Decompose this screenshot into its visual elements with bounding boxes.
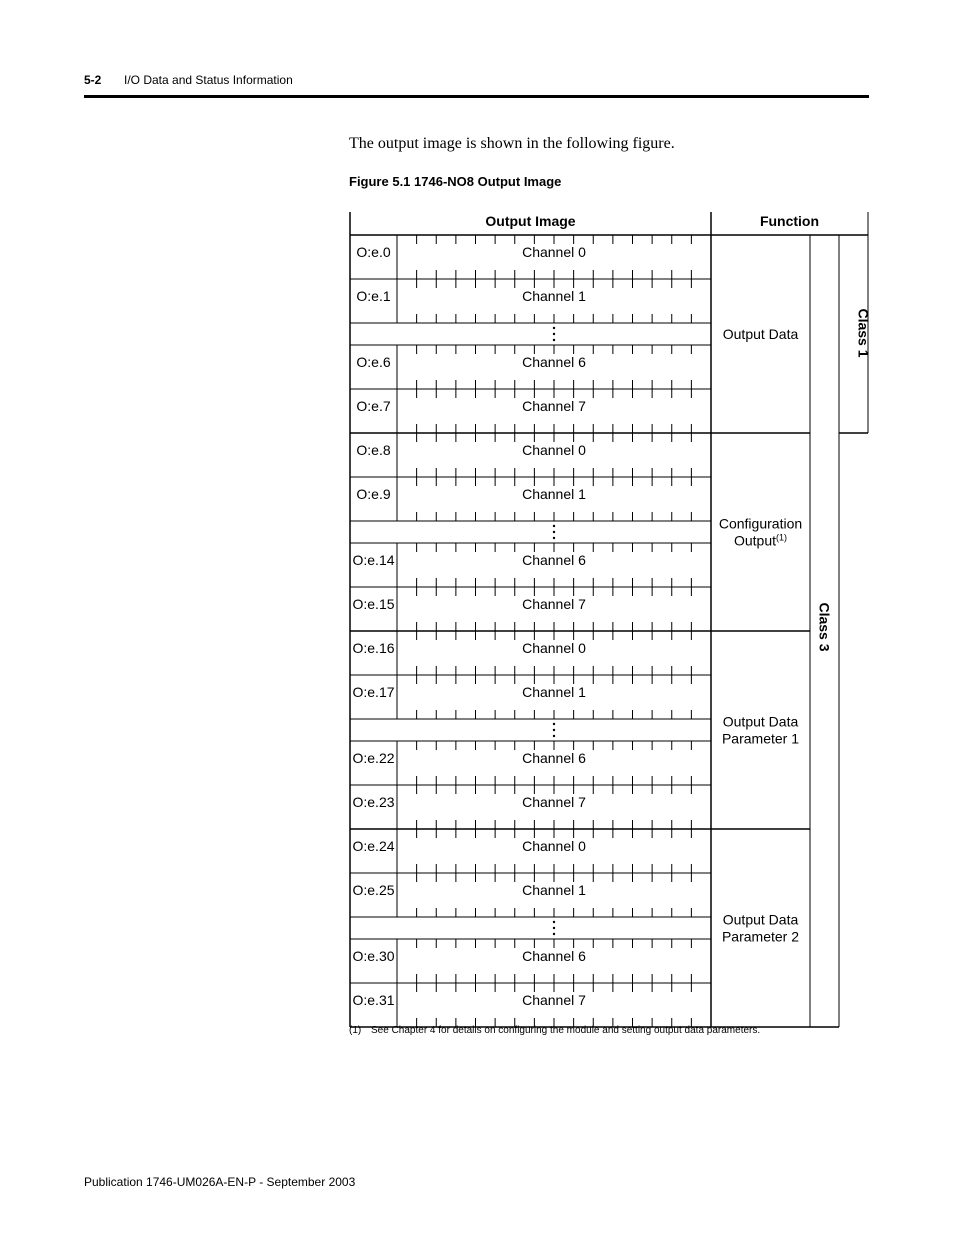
channel-label: Channel 7 <box>522 992 586 1008</box>
word-address-label: O:e.6 <box>356 354 391 370</box>
word-address-label: O:e.14 <box>352 552 395 568</box>
channel-label: Channel 0 <box>522 640 586 656</box>
function-label: Parameter 2 <box>721 928 800 945</box>
channel-label: Channel 6 <box>522 750 586 766</box>
word-address-label: O:e.31 <box>352 992 395 1008</box>
channel-label: Channel 6 <box>522 354 586 370</box>
function-header: Function <box>759 213 820 229</box>
ellipsis-dot <box>553 525 555 527</box>
channel-label: Channel 1 <box>522 882 586 898</box>
function-label: Output$^{(1)}$ <box>733 532 788 549</box>
ellipsis-dot <box>553 333 555 335</box>
channel-label: Channel 0 <box>522 838 586 854</box>
channel-label: Channel 6 <box>522 552 586 568</box>
ellipsis-dot <box>553 927 555 929</box>
ellipsis-dot <box>553 531 555 533</box>
ellipsis-dot <box>553 327 555 329</box>
function-label: Output Data <box>722 713 799 730</box>
channel-label: Channel 1 <box>522 486 586 502</box>
word-address-label: O:e.8 <box>356 442 391 458</box>
function-label: Output Data <box>722 326 799 342</box>
class3-label: Class 3 <box>816 602 833 652</box>
ellipsis-dot <box>553 921 555 923</box>
footnote-marker: (1) <box>349 1025 362 1036</box>
function-label: Parameter 1 <box>721 730 800 747</box>
word-address-label: O:e.23 <box>352 794 395 810</box>
figure-caption: Figure 5.1 1746-NO8 Output Image <box>349 174 562 189</box>
word-address-label: O:e.9 <box>356 486 391 502</box>
channel-label: Channel 1 <box>522 288 586 304</box>
class1-label: Class 1 <box>855 308 872 358</box>
word-address-label: O:e.22 <box>352 750 395 766</box>
ellipsis-dot <box>553 339 555 341</box>
page-number: 5-2 <box>84 73 102 87</box>
function-label: Configuration <box>718 515 803 532</box>
ellipsis-dot <box>553 723 555 725</box>
word-address-label: O:e.15 <box>352 596 395 612</box>
footnote-text: See Chapter 4 for details on configuring the module and setting output data parameters. <box>371 1025 761 1036</box>
footnote <box>349 1025 760 1036</box>
channel-label: Channel 0 <box>522 244 586 260</box>
word-address-label: O:e.17 <box>352 684 395 700</box>
channel-label: Channel 0 <box>522 442 586 458</box>
section-title: I/O Data and Status Information <box>124 73 293 87</box>
word-address-label: O:e.24 <box>352 838 395 854</box>
channel-label: Channel 7 <box>522 596 586 612</box>
ellipsis-dot <box>553 537 555 539</box>
ellipsis-dot <box>553 933 555 935</box>
word-address-label: O:e.7 <box>356 398 391 414</box>
word-address-label: O:e.25 <box>352 882 395 898</box>
page-footer: Publication 1746-UM026A-EN-P - September 2003 <box>84 1175 356 1189</box>
ellipsis-dot <box>553 729 555 731</box>
channel-label: Channel 7 <box>522 398 586 414</box>
ellipsis-dot <box>553 735 555 737</box>
output-image-header: Output Image <box>485 213 576 229</box>
channel-label: Channel 6 <box>522 948 586 964</box>
footnote-reference: (1) <box>776 532 788 543</box>
function-label: Output Data <box>722 911 799 928</box>
word-address-label: O:e.30 <box>352 948 395 964</box>
word-address-label: O:e.1 <box>356 288 391 304</box>
channel-label: Channel 7 <box>522 794 586 810</box>
intro-text: The output image is shown in the following figure. <box>349 135 675 152</box>
word-address-label: O:e.16 <box>352 640 395 656</box>
channel-label: Channel 1 <box>522 684 586 700</box>
word-address-label: O:e.0 <box>356 244 391 260</box>
